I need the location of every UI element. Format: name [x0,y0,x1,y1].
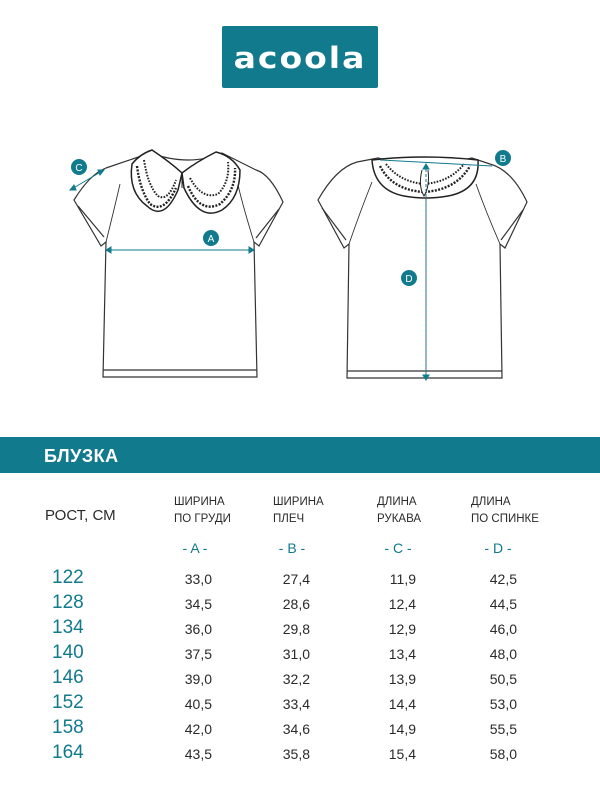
column-header-a [174,494,231,528]
label-a-text: A [207,234,215,245]
back-length-value: 58,0 [489,746,517,762]
row-header: РОСТ, СМ [45,507,116,524]
column-letter-d: - D - [484,540,512,556]
sleeve-length-value: 12,4 [388,596,416,612]
label-d-text: D [405,274,413,285]
chest-width-value: 33,0 [184,571,212,587]
shoulder-width-value: 28,6 [282,596,310,612]
shoulder-width-value: 33,4 [282,696,310,712]
chest-width-value: 34,5 [184,596,212,612]
values-column-c [380,567,416,767]
brand-logo [222,26,378,88]
column-header-line2: ПО СПИНКЕ [471,513,539,525]
values-column-d [481,567,517,767]
values-column-b [274,567,310,767]
column-letter-c: - C - [384,540,412,556]
sleeve-length-value: 14,9 [388,721,416,737]
chest-width-value: 36,0 [184,621,212,637]
sleeve-length-value: 14,4 [388,696,416,712]
measure-label-a [203,230,219,246]
shoulder-width-value: 34,6 [282,721,310,737]
sleeve-length-value: 11,9 [389,571,416,587]
back-length-value: 55,5 [489,721,517,737]
height-value: 152 [52,692,84,713]
sleeve-length-value: 12,9 [388,621,416,637]
height-column [52,565,84,765]
label-c-text: C [75,163,83,174]
label-b-text: B [499,154,507,165]
height-value: 164 [52,742,84,763]
chest-width-value: 39,0 [184,671,212,687]
column-header-line2: ПО ГРУДИ [174,513,231,525]
back-length-value: 50,5 [489,671,517,687]
back-length-value: 42,5 [489,571,517,587]
column-header-line1: ШИРИНА [174,496,225,508]
chest-width-value: 37,5 [184,646,212,662]
product-title: БЛУЗКА [44,446,119,466]
shoulder-width-value: 32,2 [282,671,310,687]
back-length-value: 53,0 [489,696,517,712]
garment-technical-drawing [0,130,600,390]
values-column-a [176,567,212,767]
height-value: 140 [52,642,84,663]
back-length-value: 46,0 [489,621,517,637]
height-value: 122 [52,567,84,588]
column-letter-a: - A - [182,540,208,556]
column-header-c [377,494,421,528]
chest-width-value: 42,0 [184,721,212,737]
measure-label-c [71,159,87,175]
column-letter-b: - B - [278,540,306,556]
chest-width-value: 43,5 [184,746,212,762]
back-length-value: 44,5 [489,596,517,612]
column-header-line2: РУКАВА [377,513,422,525]
height-value: 158 [52,717,84,738]
column-header-d [471,494,539,528]
measure-label-b [495,150,511,166]
back-length-value: 48,0 [489,646,517,662]
product-title-band [0,437,600,473]
column-header-line1: ДЛИНА [377,496,417,508]
shoulder-width-value: 29,8 [282,621,310,637]
height-value: 134 [52,617,84,638]
column-header-line1: ДЛИНА [471,496,511,508]
shoulder-width-value: 27,4 [282,571,310,587]
shoulder-width-value: 31,0 [282,646,310,662]
shoulder-width-value: 35,8 [282,746,310,762]
brand-logo-text: acoola [233,39,367,75]
column-header-line1: ШИРИНА [273,496,324,508]
sleeve-length-value: 13,9 [388,671,416,687]
measure-label-d [401,270,417,286]
height-value: 128 [52,592,84,613]
sleeve-length-value: 13,4 [388,646,416,662]
column-header-line2: ПЛЕЧ [273,513,305,525]
height-value: 146 [52,667,84,688]
chest-width-value: 40,5 [184,696,212,712]
column-header-b [273,494,324,528]
sleeve-length-value: 15,4 [388,746,416,762]
